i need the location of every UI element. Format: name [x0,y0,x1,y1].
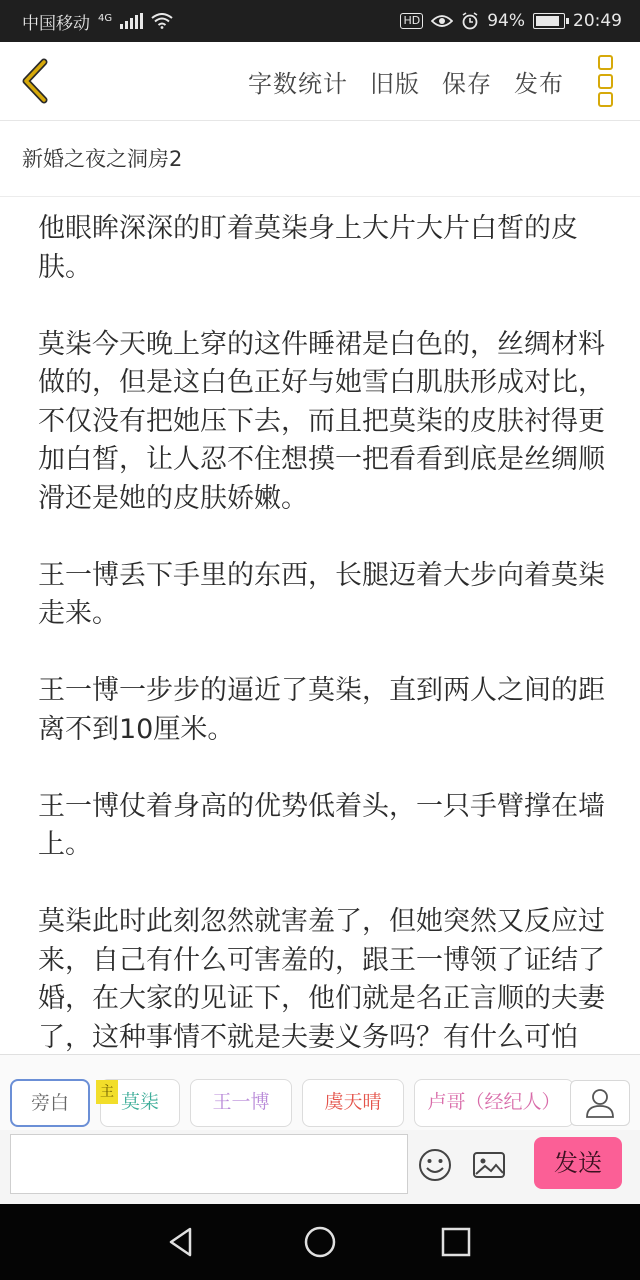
story-paragraph: 莫柒今天晚上穿的这件睡裙是白色的，丝绸材料做的，但是这白色正好与她雪白肌肤形成对比，不仅没有把她压下去，而且把莫柒的皮肤衬得更加白皙，让人忍不住想摸一把看看到底是丝绸顺滑还是她的皮肤娇嫩。 [38,328,605,514]
send-button[interactable]: 发送 [534,1137,622,1189]
smiley-icon [418,1148,452,1182]
back-button[interactable] [14,56,58,106]
story-content[interactable] [38,210,608,1054]
character-chip-yutianqing[interactable]: 虞天晴 [302,1079,404,1127]
story-paragraph: 王一博仗着身高的优势低着头，一只手臂撑在墙上。 [38,790,605,860]
user-icon [571,1081,629,1125]
image-icon [472,1148,506,1182]
character-chip-moqi[interactable]: 莫柒 [100,1079,180,1127]
network-label: 4G [98,12,113,24]
word-count-button[interactable]: 字数统计 [248,69,348,98]
save-button[interactable]: 保存 [442,69,492,98]
story-paragraph: 莫柒此时此刻忽然就害羞了，但她突然又反应过来，自己有什么可害羞的，跟王一博领了证结了婚，在大家的见证下，他们就是名正言顺的夫妻了，这种事情不就是夫妻义务吗？有什么可怕 [38,906,605,1053]
battery-icon [533,13,565,29]
clock: 20:49 [573,11,622,31]
publish-button[interactable]: 发布 [514,69,564,98]
menu-dot [598,55,613,70]
character-manager-button[interactable] [570,1080,630,1126]
carrier-label: 中国移动 [22,13,90,34]
status-right [400,11,622,31]
emoji-button[interactable] [418,1148,452,1182]
old-version-button[interactable]: 旧版 [370,69,420,98]
character-chip-wangyibo[interactable]: 王一博 [190,1079,292,1127]
message-input[interactable] [10,1134,408,1194]
eye-icon [431,14,453,28]
menu-dot [598,74,613,89]
status-bar [0,0,640,42]
toolbar [0,42,640,121]
chevron-left-icon [14,56,58,106]
composer [0,1130,640,1204]
character-chip-luge[interactable]: 卢哥（经纪人） [414,1079,574,1127]
chapter-title[interactable]: 新婚之夜之洞房2 [0,121,640,197]
battery-percent: 94% [487,11,525,31]
alarm-icon [461,12,479,30]
triangle-back-icon[interactable] [163,1224,199,1260]
square-recents-icon[interactable] [438,1224,474,1260]
character-chip-narrator[interactable]: 旁白 [10,1079,90,1127]
wifi-icon [151,13,173,29]
toolbar-actions [248,42,564,120]
system-nav-bar [0,1204,640,1280]
image-button[interactable] [472,1148,506,1182]
story-paragraph: 王一博丢下手里的东西，长腿迈着大步向着莫柒走来。 [38,559,605,629]
menu-dot [598,92,613,107]
main-character-badge: 主 [96,1080,118,1104]
status-left [22,9,173,34]
hd-badge: HD [400,13,423,29]
more-menu-button[interactable] [598,55,618,107]
circle-home-icon[interactable] [302,1224,338,1260]
signal-icon [120,13,143,29]
story-paragraph: 王一博一步步的逼近了莫柒，直到两人之间的距离不到10厘米。 [38,675,605,745]
story-paragraph: 他眼眸深深的盯着莫柒身上大片大片白皙的皮肤。 [38,213,578,283]
